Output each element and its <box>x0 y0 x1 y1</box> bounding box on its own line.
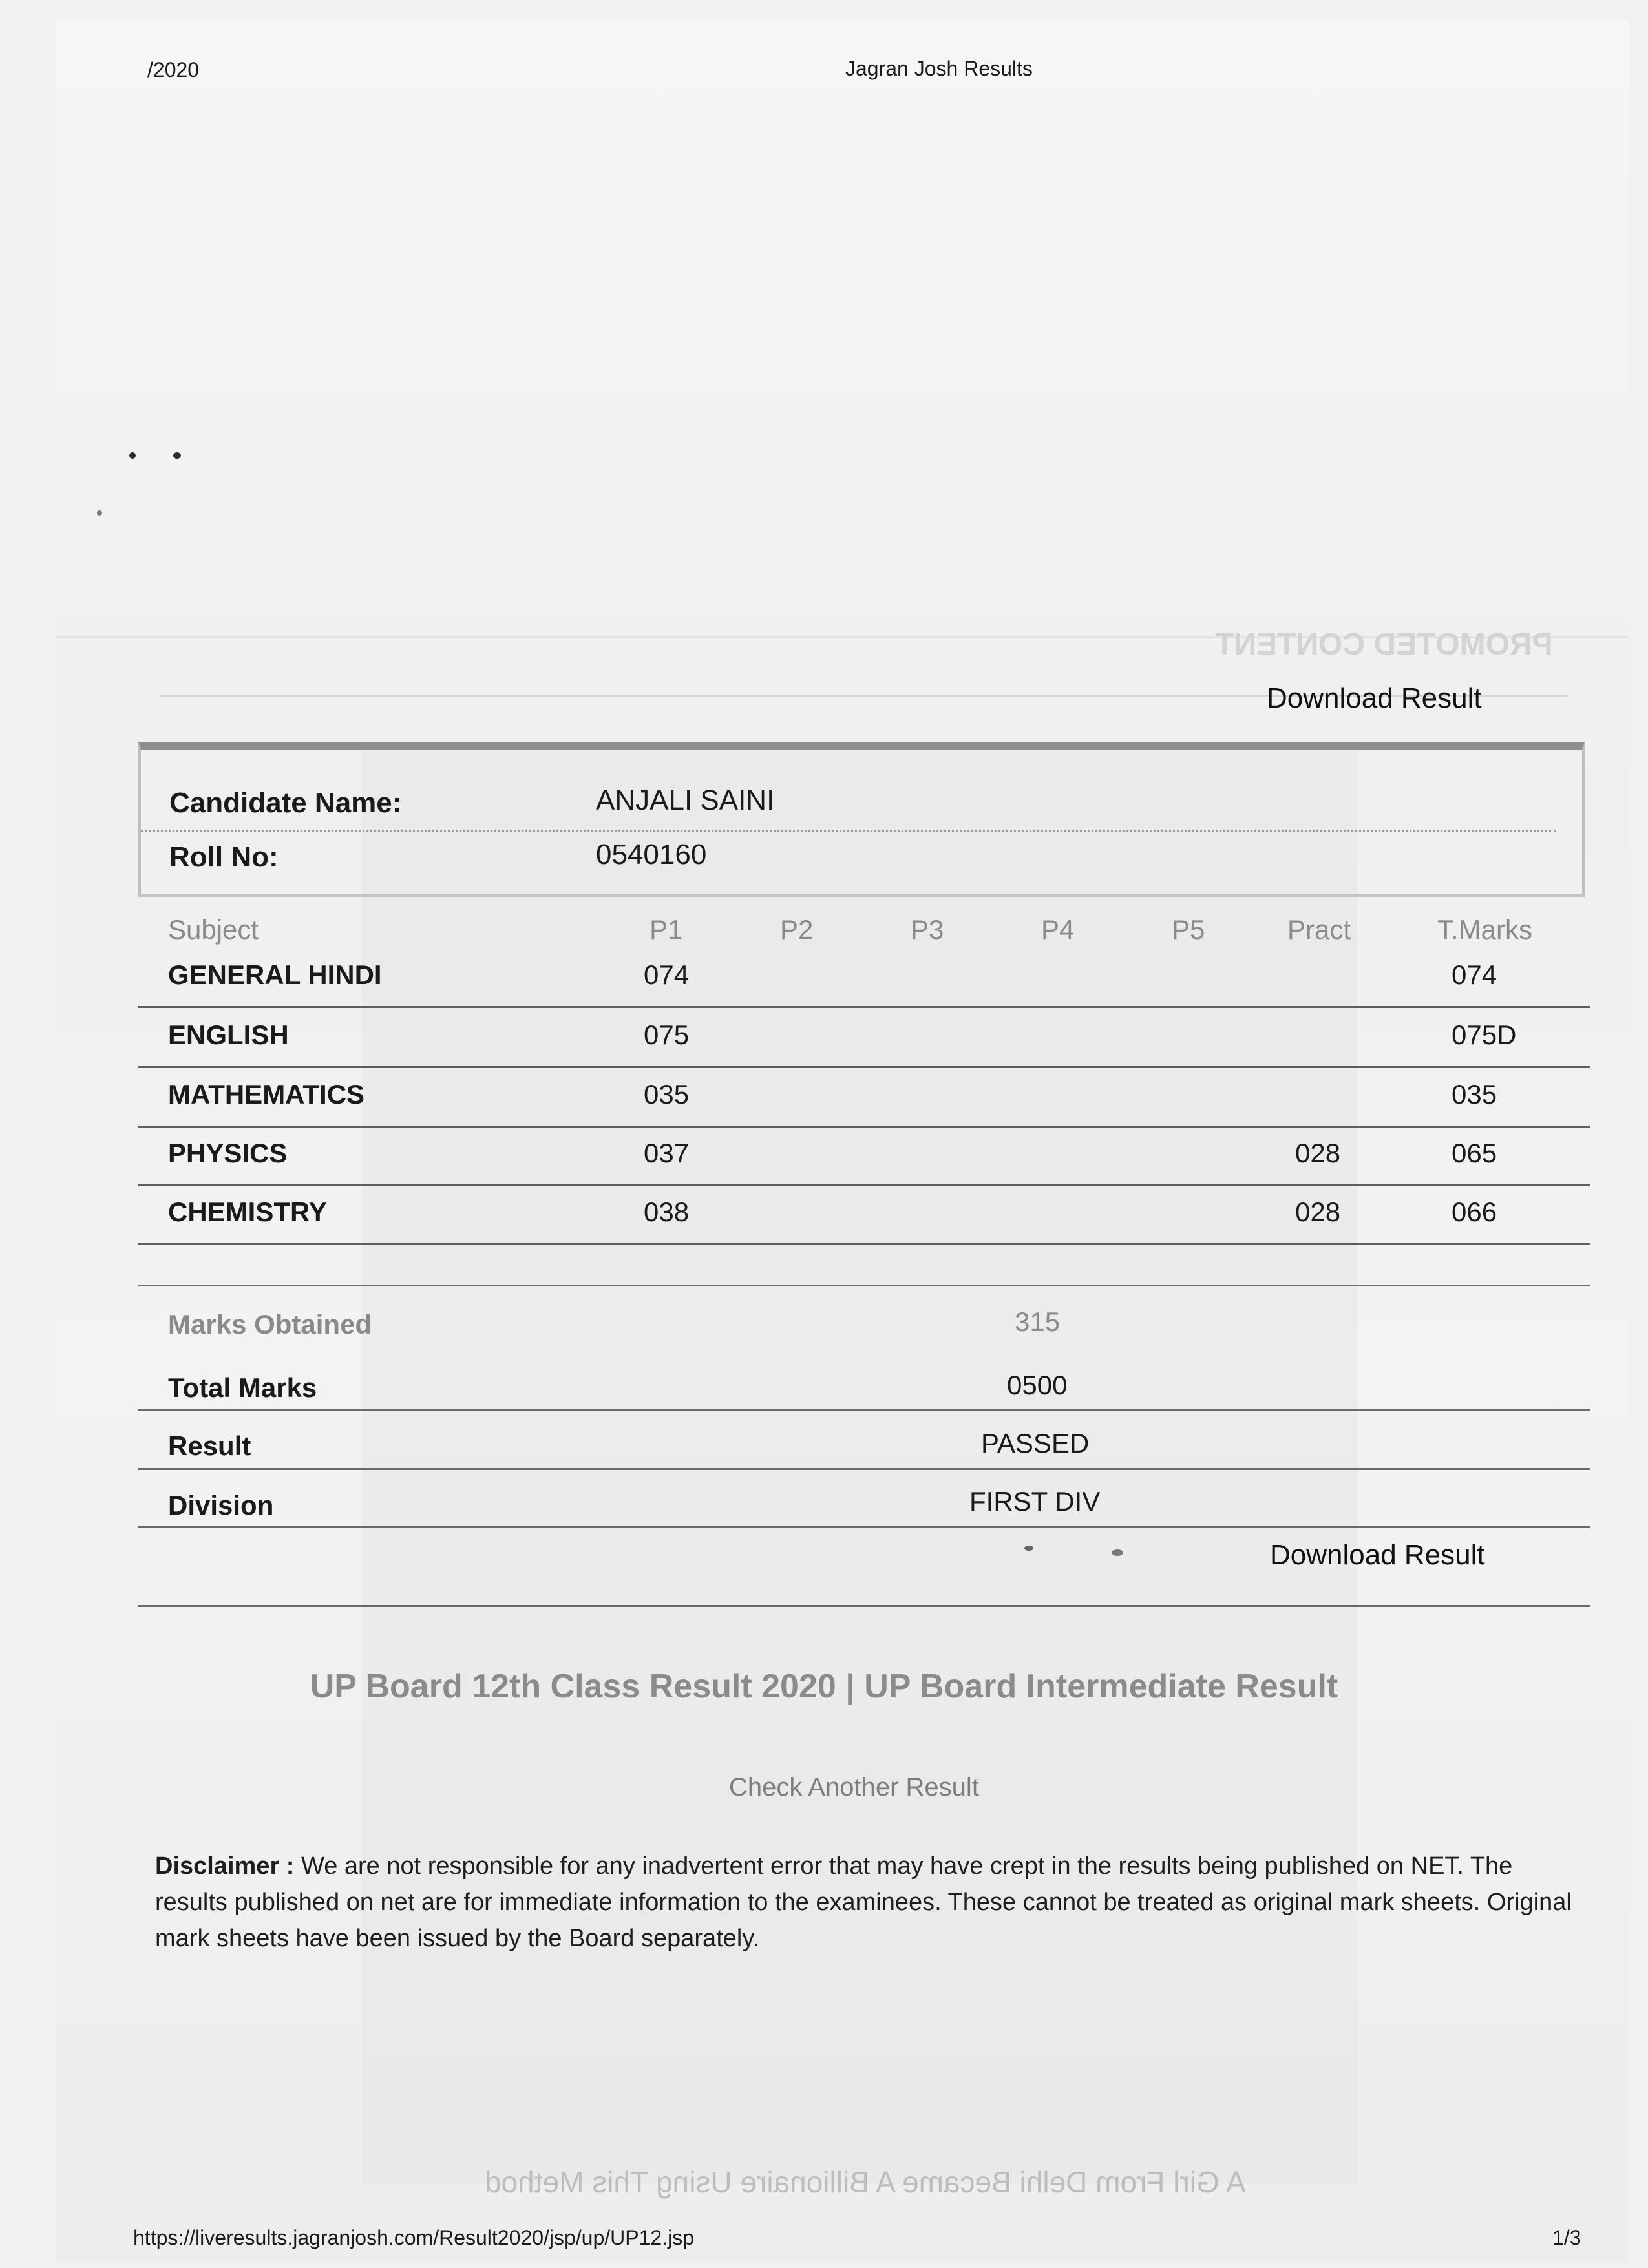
download-result-link-top[interactable]: Download Result <box>1267 682 1482 714</box>
candidate-name-value: ANJALI SAINI <box>596 784 775 816</box>
roll-no-label: Roll No: <box>169 841 279 873</box>
total-marks: 065 <box>1452 1138 1497 1168</box>
p1-marks: 035 <box>644 1079 690 1109</box>
table-row <box>138 1008 1590 1068</box>
print-title: Jagran Josh Results <box>845 57 1033 80</box>
check-another-result-link[interactable]: Check Another Result <box>729 1773 979 1801</box>
disclaimer-label: Disclaimer : <box>155 1853 295 1880</box>
show-through-headline: A Girl From Delhi Became A Billionaire Using This Method <box>485 2165 1246 2199</box>
pract-marks: 028 <box>1295 1138 1341 1168</box>
total-marks-value: 0500 <box>1007 1370 1068 1400</box>
scan-speck <box>129 452 136 459</box>
col-pract: Pract <box>1287 914 1351 945</box>
bottom-divider <box>138 1605 1590 1607</box>
page-heading: UP Board 12th Class Result 2020 | UP Board Intermediate Result <box>310 1668 1338 1705</box>
disclaimer-text: We are not responsible for any inadvertent error that may have crept in the results being published on NET. The results published on net are for immediate information to the examinees. These cannot be treated as original mark sheets. Original mark sheets have been issued by the Board separately. <box>155 1853 1572 1952</box>
summary-divider <box>138 1285 1590 1286</box>
footer-page-number: 1/3 <box>1552 2226 1581 2249</box>
scan-speck <box>173 452 181 459</box>
table-row <box>138 948 1590 1008</box>
summary-divider <box>138 1409 1590 1411</box>
summary-divider <box>138 1468 1590 1470</box>
roll-no-row <box>141 830 1582 884</box>
division-label: Division <box>168 1490 274 1520</box>
col-subject: Subject <box>168 914 259 945</box>
scan-speck <box>1024 1546 1033 1551</box>
summary-divider <box>138 1526 1590 1528</box>
marks-obtained-value: 315 <box>1015 1307 1061 1337</box>
candidate-name-row <box>141 775 1556 832</box>
table-row <box>138 1067 1590 1128</box>
roll-no-value: 0540160 <box>596 839 707 870</box>
col-p2: P2 <box>780 914 814 945</box>
scan-speck <box>97 510 102 516</box>
result-label: Result <box>168 1431 251 1461</box>
print-date: /2020 <box>147 58 200 81</box>
subject-name: PHYSICS <box>168 1138 288 1168</box>
total-marks: 074 <box>1452 960 1497 990</box>
total-marks: 066 <box>1452 1197 1497 1227</box>
col-p4: P4 <box>1041 914 1075 945</box>
total-marks: 035 <box>1452 1079 1497 1109</box>
show-through-promoted: PROMOTED CONTENT <box>1215 627 1553 662</box>
pract-marks: 028 <box>1295 1197 1341 1227</box>
col-p5: P5 <box>1172 914 1205 945</box>
subject-name: ENGLISH <box>168 1020 289 1050</box>
p1-marks: 075 <box>644 1020 690 1050</box>
total-marks: 075D <box>1452 1020 1517 1050</box>
p1-marks: 074 <box>644 960 690 990</box>
marks-obtained-label: Marks Obtained <box>168 1309 372 1339</box>
p1-marks: 037 <box>644 1138 690 1168</box>
col-p3: P3 <box>911 914 944 945</box>
disclaimer <box>155 1848 1577 1957</box>
subject-name: GENERAL HINDI <box>168 960 382 990</box>
table-row <box>138 1126 1590 1186</box>
candidate-info-box <box>138 742 1585 897</box>
result-value: PASSED <box>981 1428 1090 1458</box>
total-marks-label: Total Marks <box>168 1372 317 1403</box>
table-row <box>138 1185 1590 1245</box>
subject-name: CHEMISTRY <box>168 1197 327 1227</box>
col-tmarks: T.Marks <box>1437 914 1532 945</box>
download-result-link-bottom[interactable]: Download Result <box>1270 1539 1485 1571</box>
scan-speck <box>1112 1549 1123 1556</box>
candidate-name-label: Candidate Name: <box>169 787 402 819</box>
p1-marks: 038 <box>644 1197 690 1227</box>
col-p1: P1 <box>650 914 683 945</box>
subject-name: MATHEMATICS <box>168 1079 365 1109</box>
division-value: FIRST DIV <box>969 1486 1101 1517</box>
footer-url: https://liveresults.jagranjosh.com/Result2020/jsp/up/UP12.jsp <box>133 2226 694 2249</box>
